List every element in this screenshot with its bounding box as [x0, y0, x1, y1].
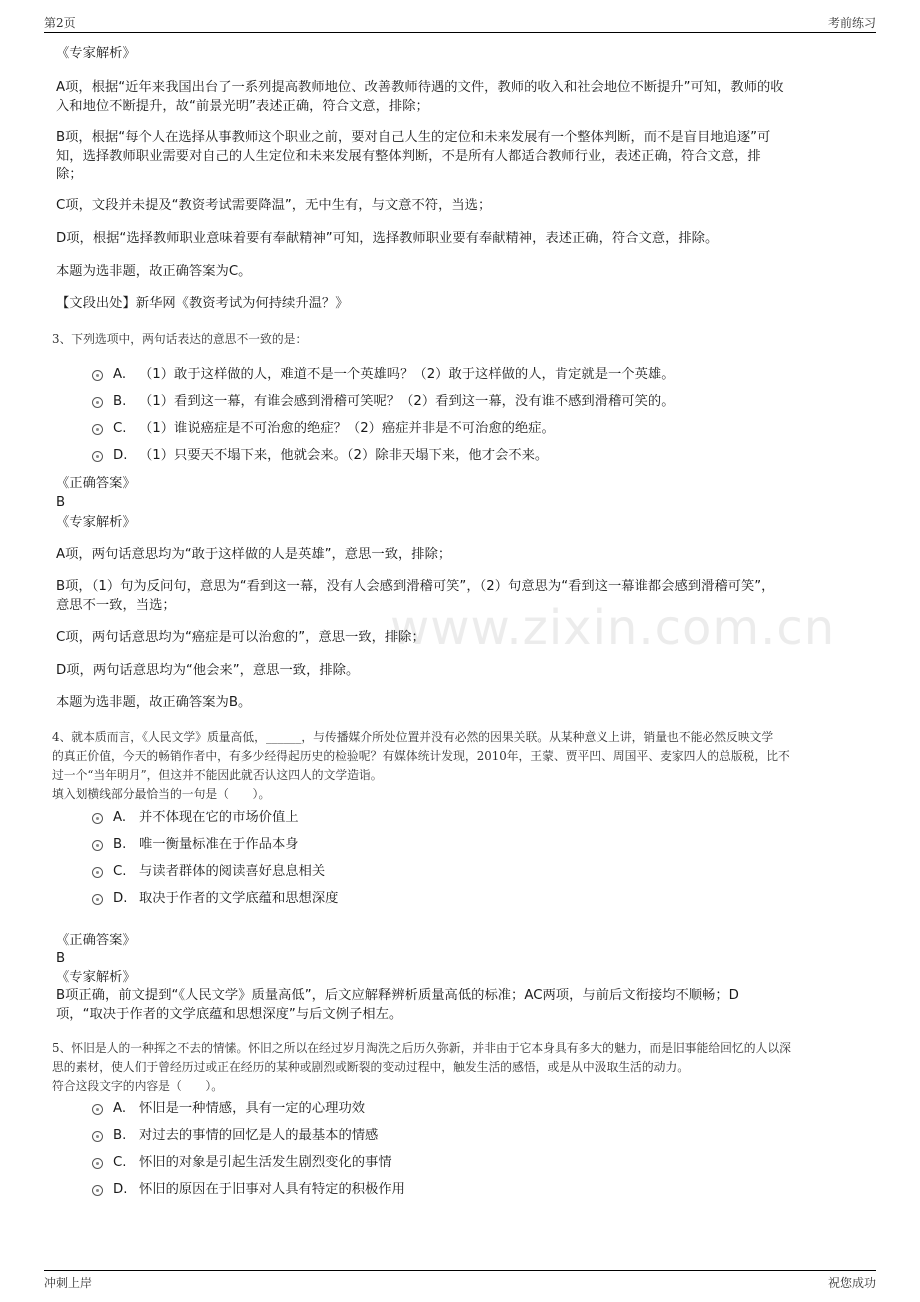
analysis-conclusion: 本题为选非题，故正确答案为C。 [56, 264, 252, 279]
q4-option-a[interactable]: A. 并不体现在它的市场价值上 [92, 808, 299, 828]
q3-option-d[interactable]: D. （1）只要天不塌下来，他就会来。（2）除非天塌下来，他才会不来。 [92, 446, 548, 466]
page-header [44, 14, 876, 33]
question-4-prompt: 填入划横线部分最恰当的一句是（ ）。 [52, 787, 271, 801]
analysis-d: D项，两句话意思均为“他会来”，意思一致，排除。 [56, 663, 360, 678]
correct-answer: B [56, 495, 66, 510]
radio-icon[interactable] [92, 451, 103, 462]
analysis-b-line2: 知，选择教师职业需要对自己的人生定位和未来发展有整体判断，不是所有人都适合教师行业，表述正确，符合文意，排 [56, 149, 761, 164]
page-footer [44, 1270, 876, 1290]
radio-icon[interactable] [92, 1131, 103, 1142]
footer-right-text: 祝您成功 [827, 1276, 876, 1290]
analysis-c: C项，两句话意思均为“癌症是可以治愈的”，意思一致，排除； [56, 630, 425, 645]
expert-analysis-heading: 《专家解析》 [56, 970, 136, 985]
watermark: www.zixin.com.cn [390, 600, 836, 656]
q5-option-b[interactable]: B. 对过去的事情的回忆是人的最基本的情感 [92, 1126, 378, 1146]
header-title: 考前练习 [827, 16, 876, 30]
q3-option-c[interactable]: C. （1）谁说癌症是不可治愈的绝症？（2）癌症并非是不可治愈的绝症。 [92, 419, 555, 439]
expert-analysis-heading: 《专家解析》 [56, 46, 136, 61]
q3-option-b[interactable]: B. （1）看到这一幕，有谁会感到滑稽可笑呢？（2）看到这一幕，没有谁不感到滑稽可笑的。 [92, 392, 675, 412]
question-5-stem-line2: 思的素材，使人们于曾经历过或正在经历的某种或剧烈或断裂的变动过程中，触发生活的感悟，或是从中汲取生活的动力。 [52, 1060, 690, 1074]
q5-option-a[interactable]: A. 怀旧是一种情感，具有一定的心理功效 [92, 1099, 365, 1119]
radio-icon[interactable] [92, 370, 103, 381]
analysis-a: A项，两句话意思均为“敢于这样做的人是英雄”，意思一致，排除； [56, 547, 452, 562]
correct-answer-heading: 《正确答案》 [56, 933, 136, 948]
analysis-b-line3: 除； [56, 167, 83, 182]
question-4-stem-line3: 过一个“当年明月”，但这并不能因此就否认这四人的文学造诣。 [52, 768, 383, 782]
q5-option-c[interactable]: C. 怀旧的对象是引起生活发生剧烈变化的事情 [92, 1153, 392, 1173]
radio-icon[interactable] [92, 840, 103, 851]
correct-answer: B [56, 951, 66, 966]
analysis-b-line1: B项，（1）句为反问句，意思为“看到这一幕，没有人会感到滑稽可笑”，（2）句意思为“看到这一幕谁都会感到滑稽可笑”， [56, 579, 775, 594]
radio-icon[interactable] [92, 894, 103, 905]
q4-option-b[interactable]: B. 唯一衡量标准在于作品本身 [92, 835, 299, 855]
q5-option-d[interactable]: D. 怀旧的原因在于旧事对人具有特定的积极作用 [92, 1180, 405, 1200]
q4-option-c[interactable]: C. 与读者群体的阅读喜好息息相关 [92, 862, 325, 882]
q3-option-a[interactable]: A. （1）敢于这样做的人，难道不是一个英雄吗？（2）敢于这样做的人，肯定就是一个英雄。 [92, 365, 675, 385]
analysis-b-line2: 意思不一致，当选； [56, 598, 176, 613]
analysis-conclusion: 本题为选非题，故正确答案为B。 [56, 695, 252, 710]
question-4-stem-line2: 的真正价值，今天的畅销作者中，有多少经得起历史的检验呢？有媒体统计发现，2010年，王蒙、贾平凹、周国平、麦家四人的总版税，比不 [52, 749, 790, 763]
analysis-a-line1: A项，根据“近年来我国出台了一系列提高教师地位、改善教师待遇的文件，教师的收入和社会地位不断提升”可知，教师的收 [56, 80, 784, 95]
radio-icon[interactable] [92, 397, 103, 408]
page-number: 第2页 [44, 16, 76, 30]
analysis-b-line1: B项，根据“每个人在选择从事教师这个职业之前，要对自己人生的定位和未来发展有一个整体判断，而不是盲目地追逐”可 [56, 130, 771, 145]
passage-source: 【文段出处】新华网《教资考试为何持续升温？》 [56, 296, 349, 311]
analysis-d: D项，根据“选择教师职业意味着要有奉献精神”可知，选择教师职业要有奉献精神，表述正确，符合文意，排除。 [56, 231, 719, 246]
radio-icon[interactable] [92, 424, 103, 435]
analysis-line2: 项，“取决于作者的文学底蕴和思想深度”与后文例子相左。 [56, 1007, 403, 1022]
question-5-stem-line1: 5、怀旧是人的一种挥之不去的情愫。怀旧之所以在经过岁月淘洗之后历久弥新，并非由于它本身具有多大的魅力，而是旧事能给回忆的人以深 [52, 1041, 791, 1055]
analysis-line1: B项正确，前文提到“《人民文学》质量高低”，后文应解释辨析质量高低的标准；AC两项，与前后文衔接均不顺畅；D [56, 988, 739, 1003]
q4-option-d[interactable]: D. 取决于作者的文学底蕴和思想深度 [92, 889, 338, 909]
question-5-prompt: 符合这段文字的内容是（ ）。 [52, 1079, 224, 1093]
correct-answer-heading: 《正确答案》 [56, 476, 136, 491]
expert-analysis-heading: 《专家解析》 [56, 515, 136, 530]
radio-icon[interactable] [92, 867, 103, 878]
radio-icon[interactable] [92, 1104, 103, 1115]
analysis-a-line2: 入和地位不断提升，故“前景光明”表述正确，符合文意，排除； [56, 99, 429, 114]
radio-icon[interactable] [92, 1158, 103, 1169]
radio-icon[interactable] [92, 813, 103, 824]
question-3-stem: 3、下列选项中，两句话表达的意思不一致的是： [52, 332, 308, 346]
footer-left-text: 冲刺上岸 [44, 1276, 93, 1290]
analysis-c: C项，文段并未提及“教资考试需要降温”，无中生有，与文意不符，当选； [56, 198, 492, 213]
radio-icon[interactable] [92, 1185, 103, 1196]
question-4-stem-line1: 4、就本质而言，《人民文学》质量高低，______，与传播媒介所处位置并没有必然的因果关联。从某种意义上讲，销量也不能必然反映文学 [52, 730, 774, 744]
